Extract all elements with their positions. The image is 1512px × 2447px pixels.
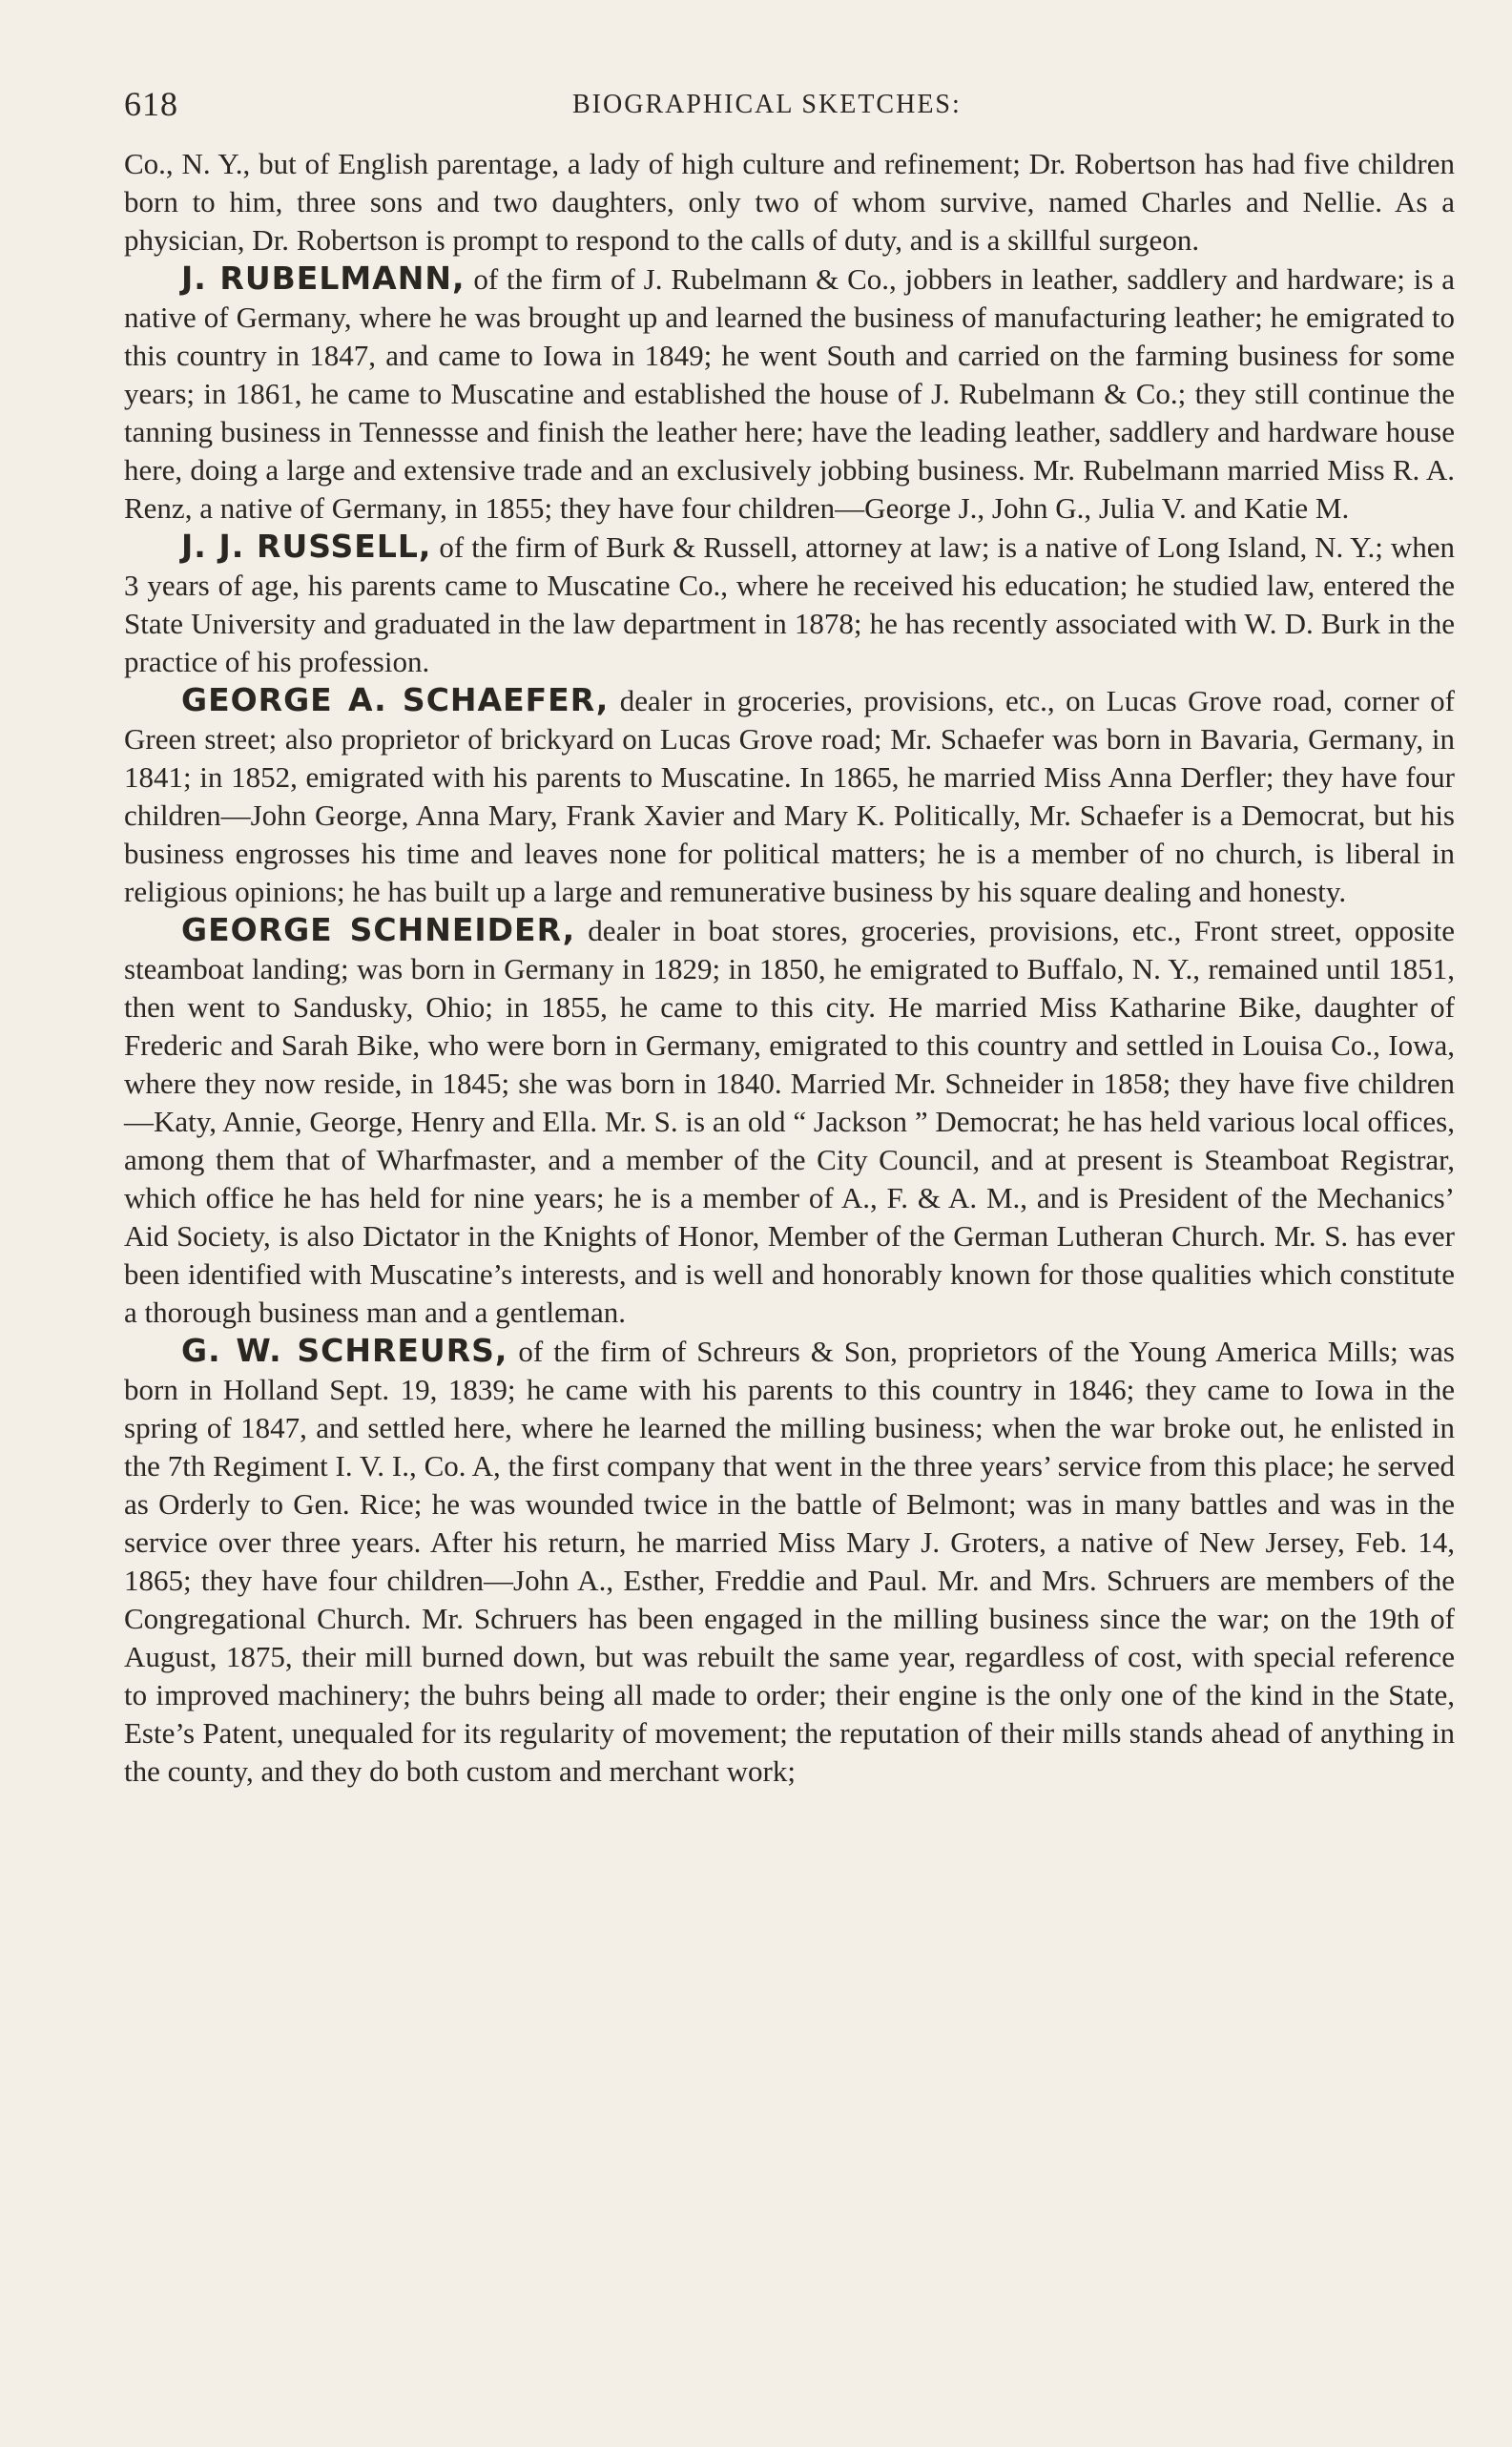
entry-name: J. RUBELMANN, — [181, 259, 466, 297]
entry-text: dealer in groceries, provisions, etc., on Lucas Grove road, corner of Green street; also proprietor of brickyard on Lucas Grove road; Mr. Schaefer was born in Bavaria, Germany, in 1841; in 1852, emigrated with his parents to Muscatine. In 1865, he married Miss Anna Derfler; they have four children—John George, Anna Mary, Frank Xavier and Mary K. Politically, Mr. Schaefer is a Democrat, but his business engrosses his time and leaves none for political matters; he is a member of no church, is liberal in religious opinions; he has built up a large and remunerative business by his square dealing and honesty. — [124, 684, 1456, 908]
biography-entry — [124, 259, 1455, 528]
entry-name: J. J. RUSSELL, — [181, 528, 432, 565]
biography-entry — [124, 1332, 1455, 1791]
page-number: 618 — [124, 85, 178, 123]
entry-name: GEORGE A. SCHAEFER, — [181, 681, 610, 718]
biography-entry — [124, 681, 1455, 911]
paragraph-text: Co., N. Y., but of English parentage, a lady of high culture and refinement; Dr. Robertson has had five children born to him, three sons and two daughters, only two of whom survive, named Charles and Nellie. As a physician, Dr. Robertson is prompt to respond to the calls of duty, and is a skillful surgeon. — [124, 147, 1455, 257]
entry-text: of the firm of J. Rubelmann & Co., jobbers in leather, saddlery and hardware; is a native of Germany, where he was brought up and learned the business of manufacturing leather; he emigrated to this country in 1847, and came to Iowa in 1849; he went South and carried on the farming business for some years; in 1861, he came to Muscatine and established the house of J. Rubelmann & Co.; they still continue the tanning business in Tennessse and finish the leather here; have the leading leather, saddlery and hardware house here, doing a large and extensive trade and an exclusively jobbing business. Mr. Rubelmann married Miss R. A. Renz, a native of Germany, in 1855; they have four children—George J., John G., Julia V. and Katie M. — [124, 262, 1455, 525]
entry-name: GEORGE SCHNEIDER, — [181, 911, 576, 948]
biography-entry — [124, 911, 1455, 1332]
entry-text: of the firm of Schreurs & Son, proprietors of the Young America Mills; was born in Holland Sept. 19, 1839; he came with his parents to this country in 1846; they came to Iowa in the spring of 1847, and settled here, where he learned the milling business; when the war broke out, he enlisted in the 7th Regiment I. V. I., Co. A, the first company that went in the three years’ service from this place; he served as Orderly to Gen. Rice; he was wounded twice in the battle of Belmont; was in many battles and was in the service over three years. After his return, he married Miss Mary J. Groters, a native of New Jersey, Feb. 14, 1865; they have four children—John A., Esther, Freddie and Paul. Mr. and Mrs. Schruers are members of the Congregational Church. Mr. Schruers has been engaged in the milling business since the war; on the 19th of August, 1875, their mill burned down, but was rebuilt the same year, regardless of cost, with special reference to improved machinery; the buhrs being all made to order; their engine is the only one of the kind in the State, Este’s Patent, unequaled for its regularity of movement; the reputation of their mills stands ahead of anything in the county, and they do both custom and merchant work; — [124, 1335, 1455, 1788]
entry-text: of the firm of Burk & Russell, attorney at law; is a native of Long Island, N. Y.; when 3 years of age, his parents came to Muscatine Co., where he received his education; he studied law, entered the State University and graduated in the law department in 1878; he has recently associated with W. D. Burk in the practice of his profession. — [124, 530, 1455, 678]
entry-name: G. W. SCHREURS, — [181, 1332, 508, 1369]
biography-entry — [124, 528, 1455, 681]
page-body — [124, 145, 1455, 1791]
continued-paragraph — [124, 145, 1455, 259]
running-head — [124, 84, 1455, 128]
entry-text: dealer in boat stores, groceries, provisions, etc., Front street, opposite steamboat landing; was born in Germany in 1829; in 1850, he emigrated to Buffalo, N. Y., remained until 1851, then went to Sandusky, Ohio; in 1855, he came to this city. He married Miss Katharine Bike, daughter of Frederic and Sarah Bike, who were born in Germany, emigrated to this country and settled in Louisa Co., Iowa, where they now reside, in 1845; she was born in 1840. Married Mr. Schneider in 1858; they have five children—Katy, Annie, George, Henry and Ella. Mr. S. is an old “ Jackson ” Democrat; he has held various local offices, among them that of Wharfmaster, and a member of the City Council, and at present is Steamboat Registrar, which office he has held for nine years; he is a member of A., F. & A. M., and is President of the Mechanics’ Aid Society, is also Dictator in the Knights of Honor, Member of the German Lutheran Church. Mr. S. has ever been identified with Muscatine’s interests, and is well and honorably known for those qualities which constitute a thorough business man and a gentleman. — [124, 914, 1455, 1329]
running-title: BIOGRAPHICAL SKETCHES: — [572, 90, 962, 119]
